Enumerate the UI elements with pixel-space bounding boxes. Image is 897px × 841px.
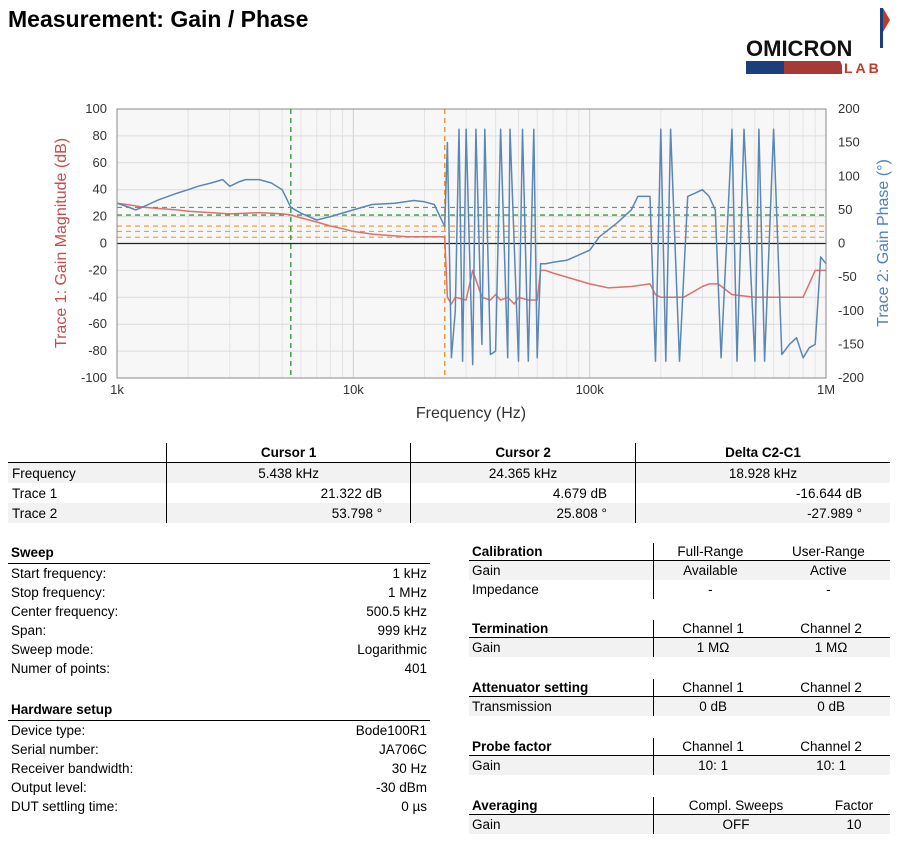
calibration-table: Calibration Full-Range User-Range Gain Available Active Impedance - - (469, 543, 890, 599)
table-row: Frequency 5.438 kHz 24.365 kHz 18.928 kHz (8, 463, 890, 484)
table-row: Trace 1 21.322 dB 4.679 dB -16.644 dB (8, 483, 890, 503)
page-title: Measurement: Gain / Phase (8, 6, 309, 32)
y-left-tick-label: 0 (99, 235, 107, 251)
x-tick-label: 1M (816, 382, 836, 397)
y-left-tick-label: -80 (88, 343, 107, 359)
y-right-tick-label: 0 (838, 235, 846, 251)
y-axis-left-label: Trace 1: Gain Magnitude (dB) (53, 137, 70, 349)
y-right-tick-label: 200 (838, 101, 860, 116)
y-axis-right-label: Trace 2: Gain Phase (°) (875, 159, 892, 327)
y-left-tick-label: -20 (88, 262, 107, 278)
y-right-tick-label: 50 (838, 201, 853, 217)
svg-text:LAB: LAB (844, 60, 882, 76)
svg-text:OMICRON: OMICRON (746, 36, 853, 61)
averaging-table: Averaging Compl. Sweeps Factor Gain OFF 10 (469, 797, 890, 834)
y-left-tick-label: 100 (85, 101, 107, 116)
hardware-table: Hardware setup Device type: Bode100R1 Serial number: JA706C Receiver bandwidth: 30 Hz Output level: -30 dBm DUT settling time: 0 µs (8, 699, 430, 816)
y-right-tick-label: 150 (838, 134, 860, 150)
table-row: Trace 2 53.798 ° 25.808 ° -27.989 ° (8, 503, 890, 523)
y-left-tick-label: 20 (92, 208, 107, 224)
cursor-table (8, 443, 890, 523)
x-tick-label: 1k (110, 382, 124, 397)
cursor1-header: Cursor 1 (167, 443, 411, 463)
y-right-tick-label: -100 (838, 302, 865, 318)
omicron-lab-logo (744, 6, 894, 76)
y-left-tick-label: -100 (80, 370, 107, 385)
attenuator-table: Attenuator setting Channel 1 Channel 2 Transmission 0 dB 0 dB (469, 679, 890, 716)
x-tick-label: 10k (342, 382, 364, 397)
y-left-tick-label: -40 (88, 289, 107, 305)
y-left-tick-label: -60 (88, 316, 107, 332)
y-right-tick-label: 100 (838, 168, 860, 184)
sweep-table: Sweep Start frequency: 1 kHz Stop frequency: 1 MHz Center frequency: 500.5 kHz Span: 999 kHz Sweep mode: Logarithmic Numer of points: 401 (8, 542, 430, 678)
x-tick-label: 100k (575, 382, 604, 397)
delta-header: Delta C2-C1 (635, 443, 890, 463)
cursor2-header: Cursor 2 (411, 443, 636, 463)
y-left-tick-label: 40 (92, 181, 107, 197)
gain-phase-chart (0, 95, 897, 430)
y-right-tick-label: -50 (838, 269, 857, 285)
y-right-tick-label: -150 (838, 336, 865, 352)
x-axis-label: Frequency (Hz) (415, 405, 527, 422)
probe-factor-table: Probe factor Channel 1 Channel 2 Gain 10: 1 10: 1 (469, 738, 890, 775)
y-right-tick-label: -200 (838, 370, 865, 385)
y-left-tick-label: 60 (92, 154, 107, 170)
y-left-tick-label: 80 (92, 127, 107, 143)
termination-table: Termination Channel 1 Channel 2 Gain 1 MΩ 1 MΩ (469, 620, 890, 657)
